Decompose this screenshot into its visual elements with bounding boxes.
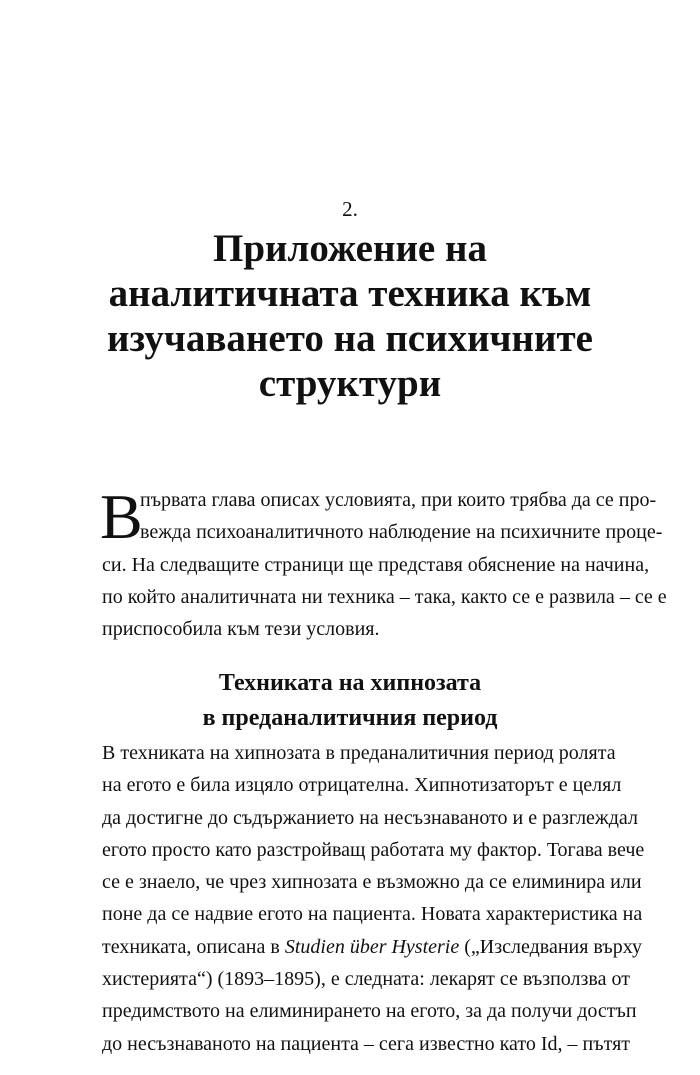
intro-paragraph [100,481,667,645]
text-run: („Изследвания върху [459,935,642,958]
paragraph-line: предимството на елиминирането на егото, за да получи достъп [102,1000,637,1023]
paragraph-line: на егото е била изцяло отрицателна. Хипнотизаторът е целял [102,774,622,797]
paragraph-line [102,931,642,963]
chapter-title-line: аналитичната техника към [108,272,592,315]
section-heading [0,666,700,736]
text-run: техниката, описана в [102,935,285,958]
paragraph-line: първата глава описах условията, при които трябва да се про- [140,489,657,511]
chapter-title-line: структури [258,362,442,405]
paragraph-line: егото просто като разстройващ работата му фактор. Тогава вече [102,838,645,861]
paragraph-line: се е знаело, че чрез хипнозата е възможно да се елиминира или [102,871,642,894]
body-paragraph [102,737,645,1060]
paragraph-line: вежда психоаналитичното наблюдение на психичните проце- [140,521,663,544]
paragraph-line: си. На следващите страници ще представя обяснение на начина, [102,553,650,576]
chapter-title [60,226,640,406]
chapter-title-line: изучаването на психичните [107,317,593,360]
section-heading-line: Техниката на хипнозата [218,670,482,696]
book-title-italic: Studien über Hysterie [284,935,460,958]
paragraph-line: поне да се надвие егото на пациента. Новата характеристика на [102,903,643,926]
paragraph-line: приспособила към тези условия. [102,618,380,641]
chapter-number: 2. [342,197,358,221]
paragraph-line: В техниката на хипнозата в преданалитичния период ролята [102,742,616,764]
drop-cap: В [100,481,143,552]
section-heading-line: в преданалитичния период [202,705,498,731]
paragraph-line: по който аналитичната ни техника – така, както се е развила – се е [102,585,667,608]
paragraph-line: да достигне до съдържанието на несъзнаваното и е разглеждал [102,806,638,829]
chapter-title-line: Приложение на [213,227,487,270]
paragraph-line: до несъзнаваното на пациента – сега известно като Id, – пътят [102,1032,631,1055]
paragraph-line: хистерията“) (1893–1895), е следната: лекарят се възползва от [102,968,630,991]
